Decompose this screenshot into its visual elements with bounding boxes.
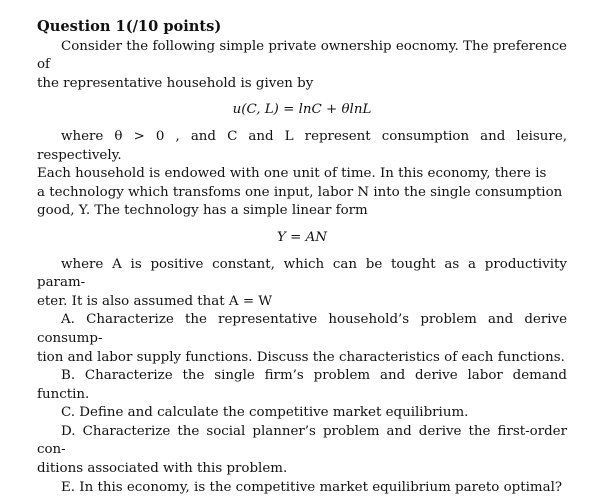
part-d-line-2: ditions associated with this problem.	[37, 461, 288, 477]
assumption-line-1: where A is positive constant, which can be tought as a productivity param-	[37, 256, 567, 291]
question-title: Question 1(/10 points)	[37, 18, 222, 35]
part-c: C. Define and calculate the competitive market equilibrium.	[61, 405, 469, 421]
technology-equation: Y = AN	[277, 229, 327, 245]
part-a-line-1: A. Characterize the representative household’s problem and derive consump-	[37, 312, 567, 346]
description-line-4: good, Y. The technology has a simple linear form	[37, 203, 368, 219]
description-line-3: a technology which transfoms one input, labor N into the single consumption	[37, 184, 563, 200]
description-line-2: Each household is endowed with one unit of time. In this economy, there is	[37, 166, 547, 182]
intro-line-2: the representative household is given by	[37, 75, 314, 91]
part-e: E. In this economy, is the competitive market equilibrium pareto optimal?	[61, 479, 563, 495]
assumption-line-2: eter. It is also assumed that A = W	[37, 293, 273, 309]
utility-equation: u(C, L) = lnC + θlnL	[232, 102, 372, 118]
part-a-line-2: tion and labor supply functions. Discuss the characteristics of each functions.	[37, 349, 565, 365]
question-document	[37, 18, 567, 497]
part-b: B. Characterize the single firm’s problem and derive labor demand functin.	[37, 368, 567, 402]
part-d-line-1: D. Characterize the social planner’s problem and derive the first-order con-	[37, 423, 567, 458]
description-line-1: where θ > 0 , and C and L represent consumption and leisure, respectively.	[37, 128, 567, 163]
intro-line-1: Consider the following simple private ownership eocnomy. The preference of	[37, 38, 567, 73]
